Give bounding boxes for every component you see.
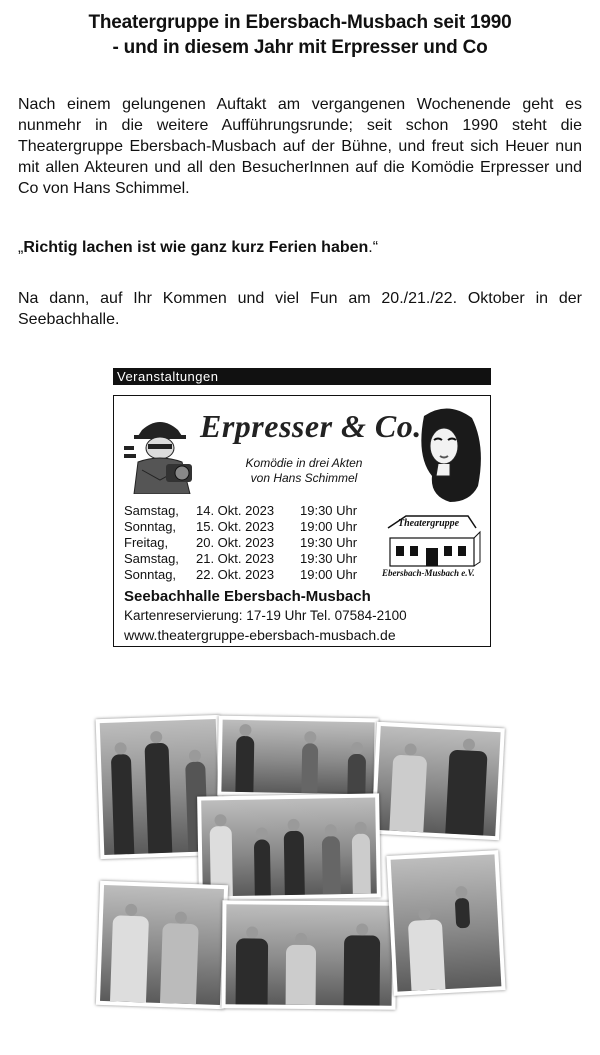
photo-collage — [98, 703, 502, 1019]
event-day: Freitag, — [124, 535, 169, 550]
event-date: 22. Okt. 2023 — [196, 567, 275, 582]
event-date-row — [124, 551, 370, 567]
event-subtitle-line-2: von Hans Schimmel — [250, 471, 358, 485]
logo-bottom-text: Ebersbach-Musbach e.V. — [382, 568, 475, 578]
intro-paragraph: Nach einem gelungenen Auftakt am vergangenen Wochenende geht es nunmehr in die weitere Aufführungsrunde; seit schon 1990 steht die Theatergruppe Ebersbach-Musbach auf der Bühne, und freut sich Heuer nun mit allen Akteuren und all den BesucherInnen auf die Komödie Erpresser und Co von Hans Schimmel. — [18, 96, 582, 197]
event-day: Samstag, — [124, 551, 179, 566]
quote-paragraph — [18, 237, 582, 258]
collage-photo — [371, 722, 505, 841]
collage-photo — [222, 900, 397, 1010]
event-date-row — [124, 567, 370, 583]
event-date-row — [124, 535, 370, 551]
event-venue: Seebachhalle Ebersbach-Musbach — [124, 588, 371, 605]
article-title — [0, 10, 600, 60]
title-line-2: - und in diesem Jahr mit Erpresser und Co — [112, 37, 488, 58]
event-date: 15. Okt. 2023 — [196, 519, 275, 534]
event-subtitle — [224, 456, 384, 486]
event-day: Samstag, — [124, 503, 179, 518]
theater-house-logo-icon — [382, 514, 482, 580]
event-time: 19:30 Uhr — [300, 551, 358, 566]
event-header: Veranstaltungen — [113, 368, 491, 385]
closing-paragraph: Na dann, auf Ihr Kommen und viel Fun am 20./21./22. Oktober in der Seebachhalle. — [18, 290, 582, 328]
event-reservation: Kartenreservierung: 17-19 Uhr Tel. 07584-2100 — [124, 608, 407, 623]
event-day: Sonntag, — [124, 519, 177, 534]
event-time: 19:00 Uhr — [300, 519, 358, 534]
logo-top-text: Theatergruppe — [398, 518, 460, 529]
quote-text: Richtig lachen ist wie ganz kurz Ferien haben — [23, 239, 369, 256]
event-time: 19:30 Uhr — [300, 535, 358, 550]
event-subtitle-line-1: Komödie in drei Akten — [245, 456, 363, 470]
event-date: 20. Okt. 2023 — [196, 535, 275, 550]
collage-photo — [386, 850, 505, 996]
event-title: Erpresser & Co. — [200, 408, 422, 444]
quote-close: .“ — [368, 239, 379, 256]
event-date-row — [124, 503, 370, 519]
event-dates-list — [124, 503, 370, 583]
event-website-link[interactable]: www.theatergruppe-ebersbach-musbach.de — [124, 627, 396, 643]
event-time: 19:30 Uhr — [300, 503, 358, 518]
event-box — [113, 395, 491, 647]
collage-photo — [96, 881, 228, 1009]
event-time: 19:00 Uhr — [300, 567, 358, 582]
event-date-row — [124, 519, 370, 535]
title-line-1: Theatergruppe in Ebersbach-Musbach seit 1990 — [88, 12, 512, 33]
event-date: 14. Okt. 2023 — [196, 503, 275, 518]
detective-with-camera-icon — [120, 410, 206, 494]
collage-photo — [217, 716, 378, 799]
quote-open: „ — [18, 239, 24, 256]
event-day: Sonntag, — [124, 567, 177, 582]
woman-portrait-icon — [410, 406, 486, 504]
event-date: 21. Okt. 2023 — [196, 551, 275, 566]
